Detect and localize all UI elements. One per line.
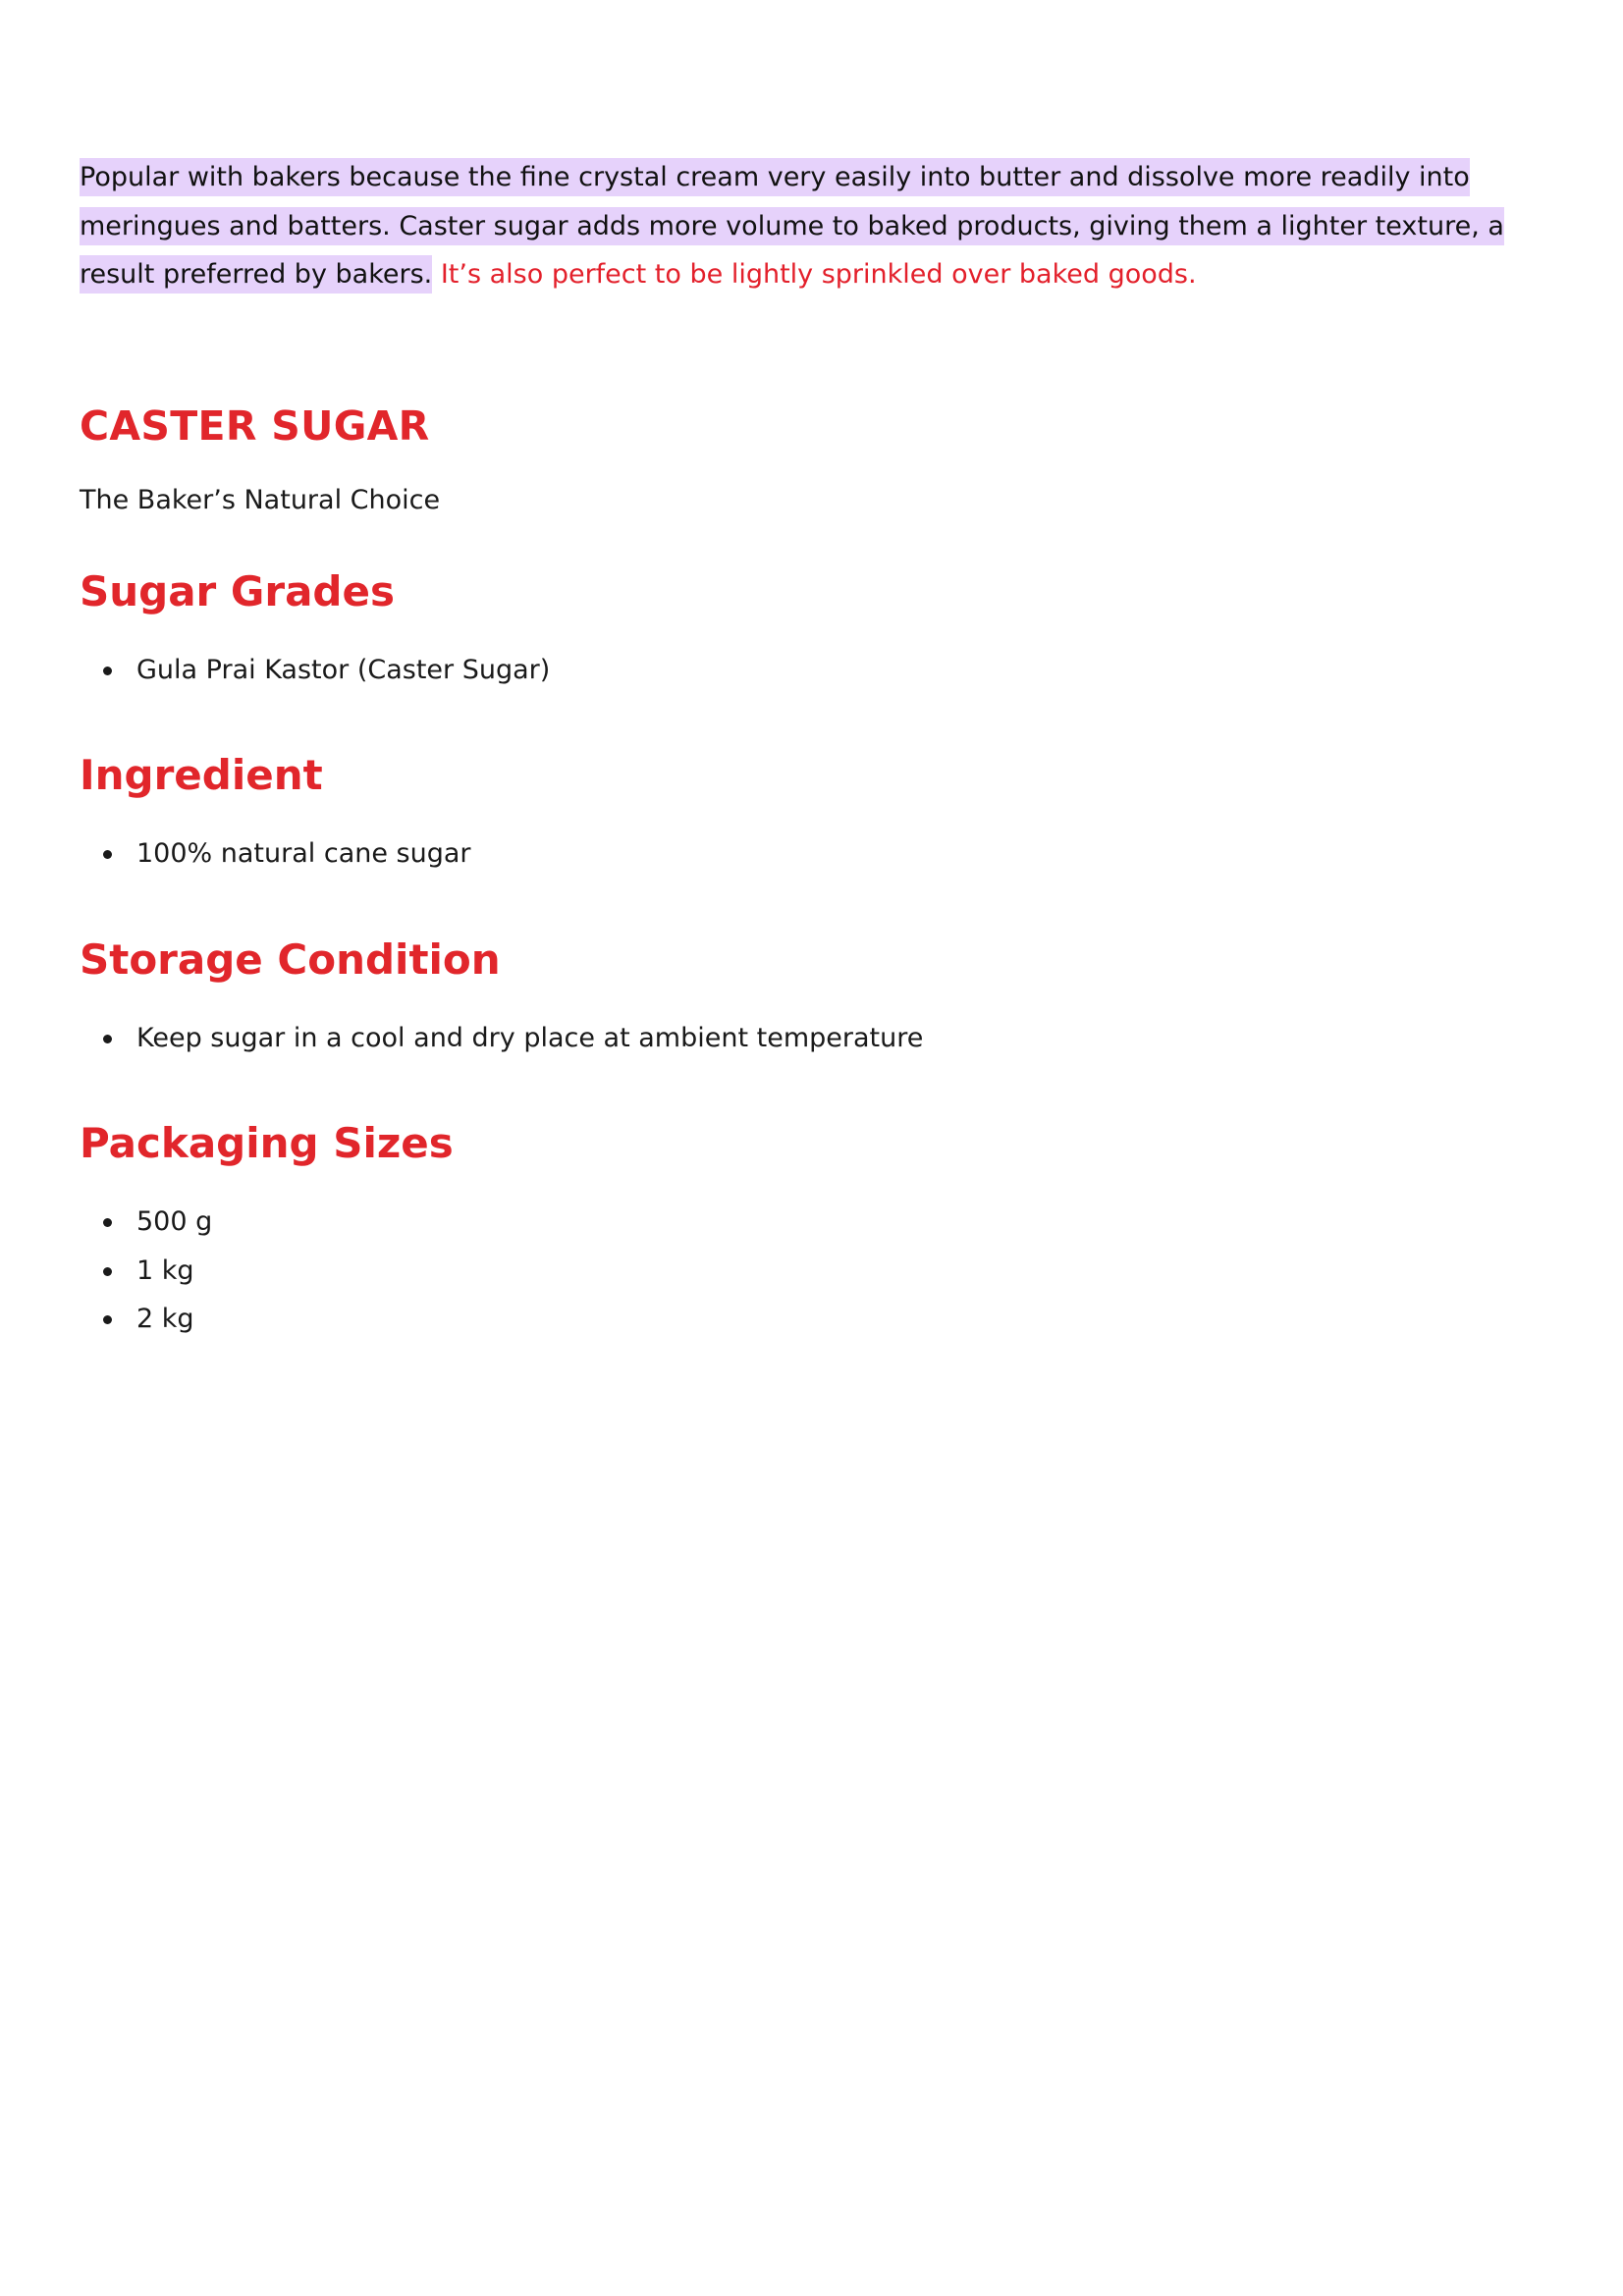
list-item-text: 1 kg — [136, 1255, 194, 1286]
intro-red-text: It’s also perfect to be lightly sprinkled over baked goods. — [440, 259, 1197, 290]
product-title: CASTER SUGAR — [80, 402, 430, 450]
bullet-icon — [103, 1315, 112, 1324]
list-item-text: 500 g — [136, 1206, 213, 1237]
list-item — [80, 829, 471, 879]
bullet-icon — [103, 1035, 112, 1043]
list-item — [80, 646, 550, 695]
intro-highlighted-text: Popular with bakers because the fine crystal cream very easily into butter and dissolve more readily into meringues and batters. Caster sugar adds more volume to baked products, giving them a lighter texture, a result preferred by bakers. — [80, 158, 1504, 294]
product-subtitle: The Baker’s Natural Choice — [80, 485, 441, 515]
bullet-icon — [103, 667, 112, 675]
bullet-icon — [103, 850, 112, 859]
sugar-grades-list — [80, 646, 550, 695]
list-item-text: Gula Prai Kastor (Caster Sugar) — [136, 655, 551, 685]
intro-paragraph — [80, 153, 1523, 299]
list-item-text: Keep sugar in a cool and dry place at ambient temperature — [136, 1023, 924, 1053]
packaging-sizes-list — [80, 1198, 212, 1344]
storage-condition-heading: Storage Condition — [80, 935, 501, 984]
list-item-text: 2 kg — [136, 1304, 194, 1334]
list-item — [80, 1198, 212, 1247]
list-item-text: 100% natural cane sugar — [136, 838, 471, 869]
list-item — [80, 1295, 212, 1344]
bullet-icon — [103, 1218, 112, 1227]
sugar-grades-heading: Sugar Grades — [80, 567, 395, 615]
list-item — [80, 1014, 923, 1063]
ingredient-list — [80, 829, 471, 879]
storage-condition-list — [80, 1014, 923, 1063]
list-item — [80, 1247, 212, 1296]
bullet-icon — [103, 1267, 112, 1276]
packaging-sizes-heading: Packaging Sizes — [80, 1119, 454, 1167]
ingredient-heading: Ingredient — [80, 751, 323, 799]
